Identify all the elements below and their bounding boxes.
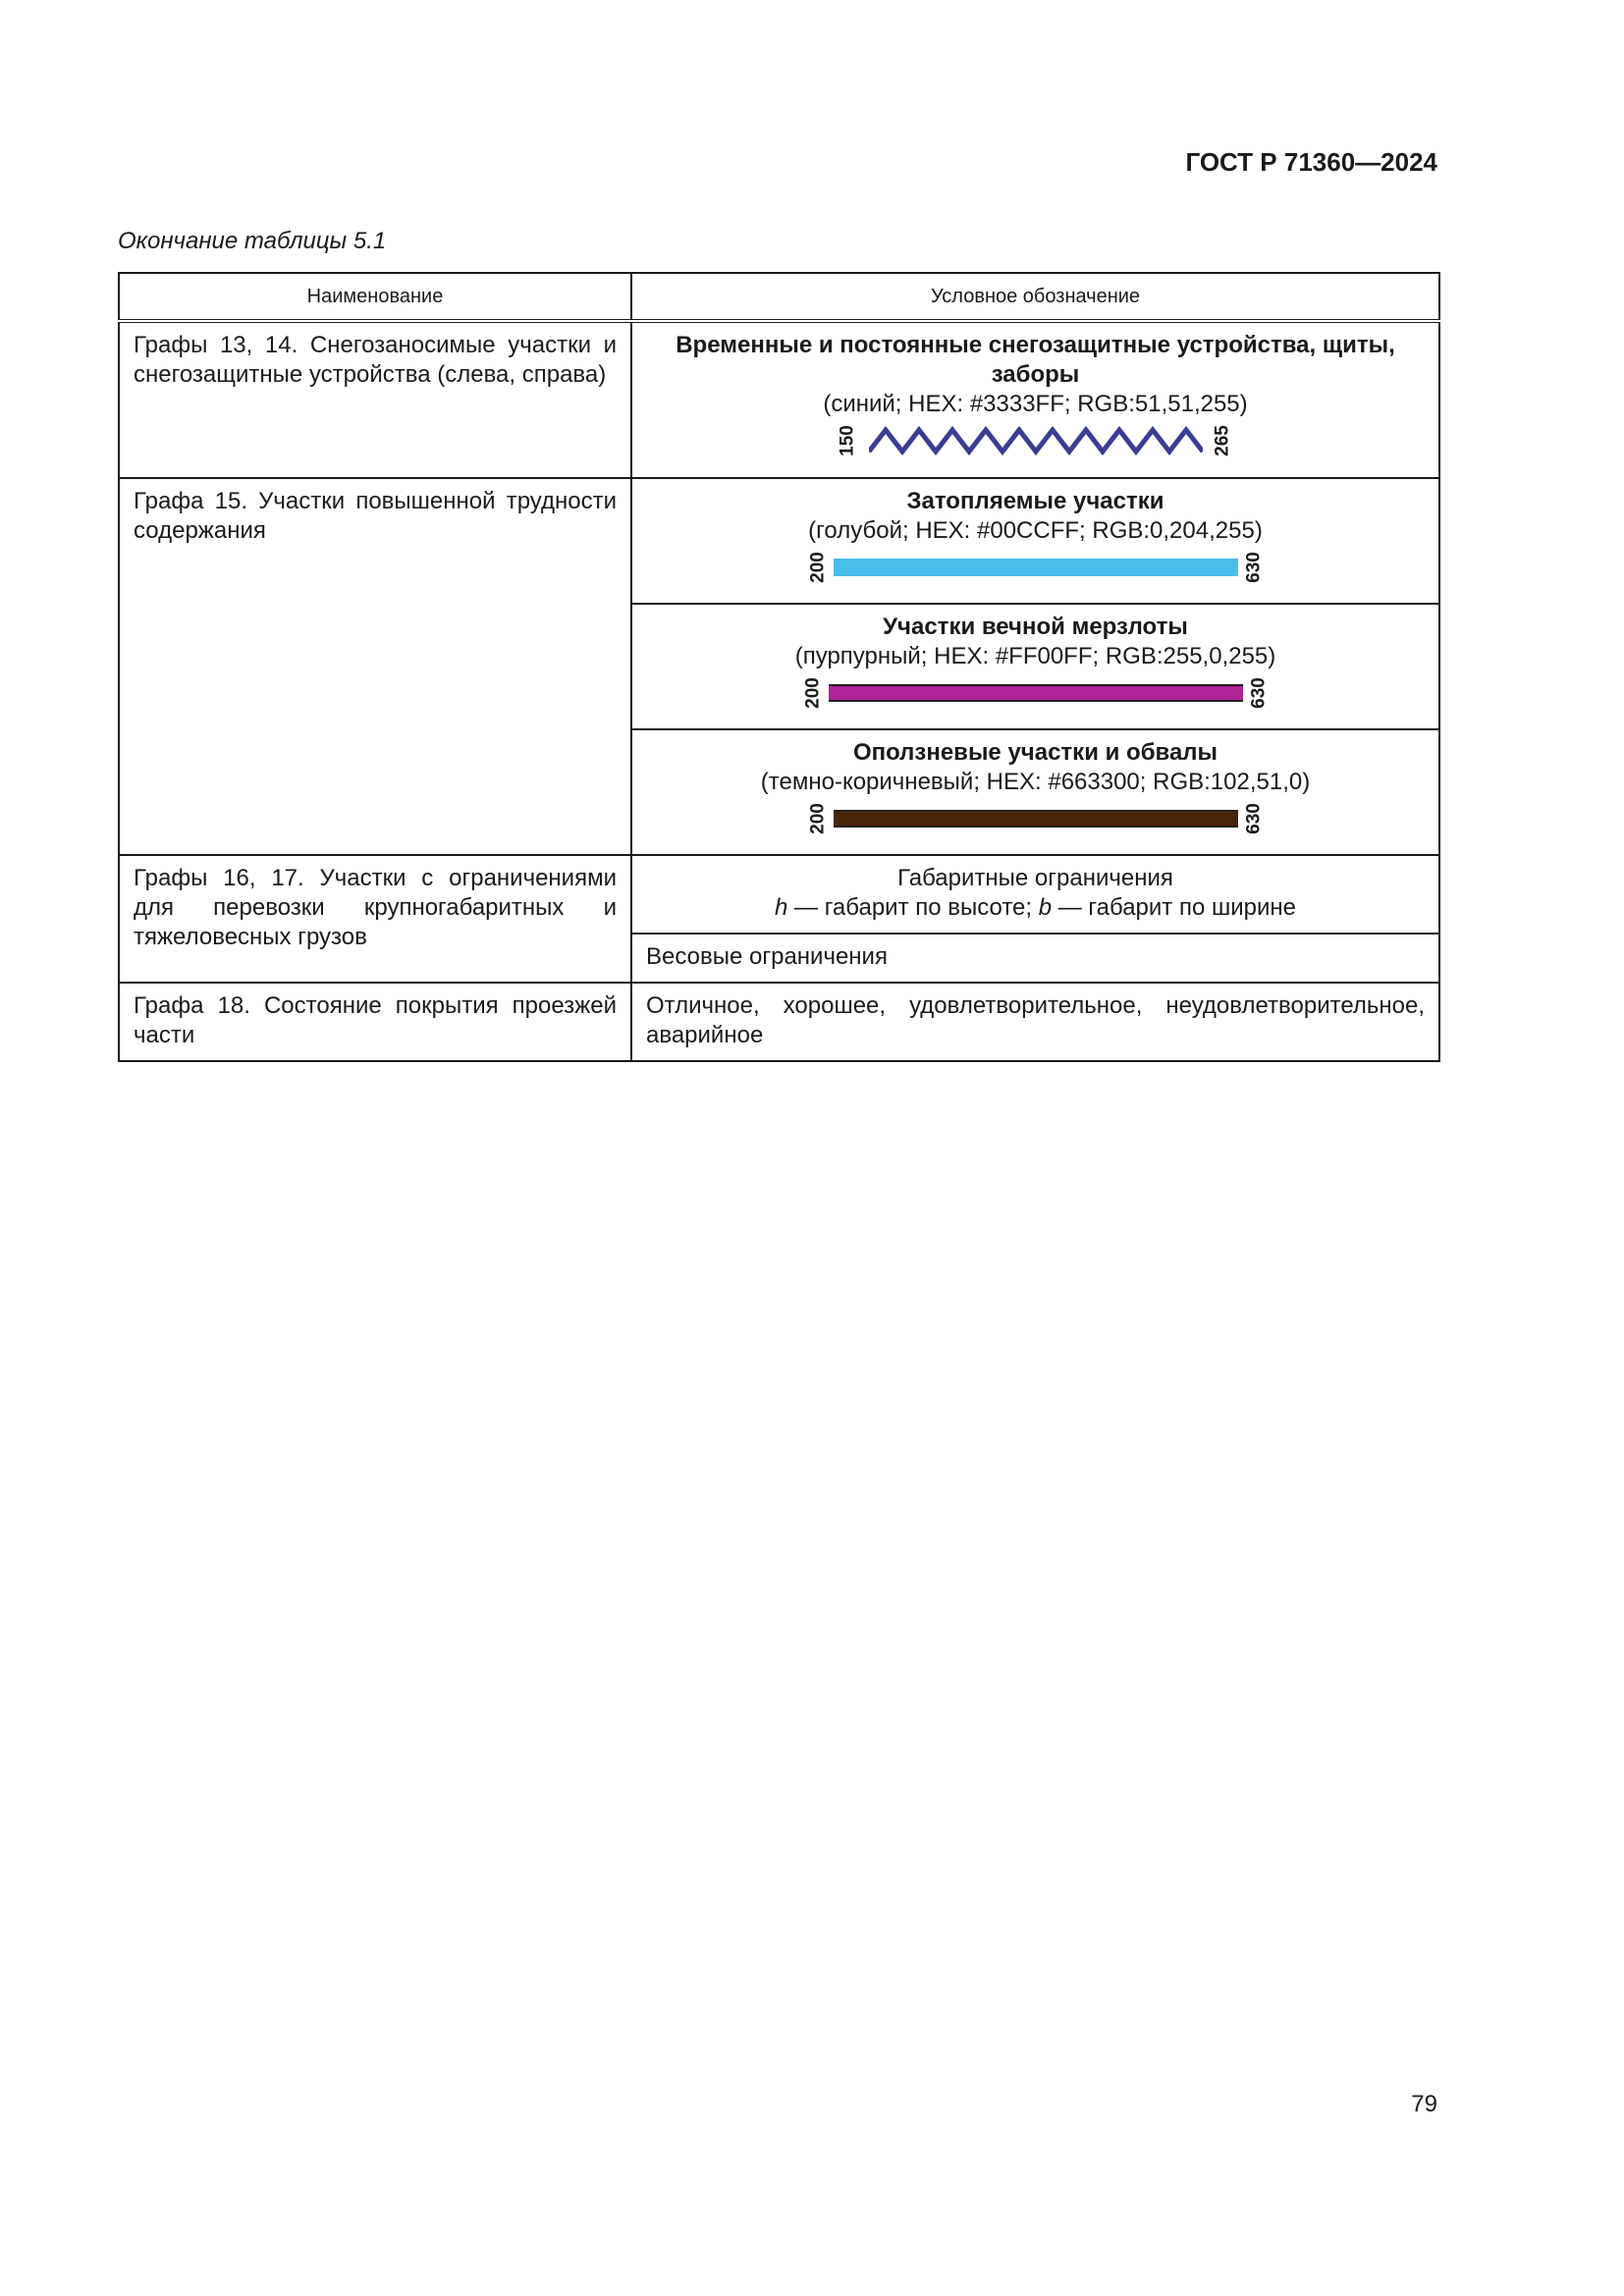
table-row [119,478,1439,604]
page-number: 79 [1411,2091,1437,2117]
sample-end-number: 630 [1243,803,1264,834]
sample-start-number: 200 [807,552,828,583]
permafrost-bar-symbol [829,684,1243,702]
table-caption: Окончание таблицы 5.1 [118,228,387,254]
sample-start-number: 200 [802,677,823,709]
document-code: ГОСТ Р 71360—2024 [1185,147,1437,177]
table-row [119,321,1439,478]
row-symbol-cell [631,478,1439,604]
symbol-color-spec: (пурпурный; HEX: #FF00FF; RGB:255,0,255) [794,643,1276,669]
row-symbol-cell [631,729,1439,855]
symbol-sample [800,799,1272,838]
sample-start-number: 200 [807,803,828,834]
symbol-title: Участки вечной мерзлоты [883,614,1188,640]
table-row [119,855,1439,934]
flooded-area-bar-symbol [834,559,1238,576]
width-description: — габарит по ширине [1052,894,1296,921]
dimension-limits-title: Габаритные ограничения [897,865,1173,891]
landslide-bar-symbol [834,810,1238,828]
height-description: — габарит по высоте; [787,894,1039,921]
symbol-color-spec: (темно-коричневый; HEX: #663300; RGB:102,51,0) [760,769,1311,795]
table-header-row [119,273,1439,321]
symbol-sample [830,421,1242,460]
table-row [119,983,1439,1061]
row-symbol-cell: Отличное, хорошее, удовлетворительное, неудовлетворительное, аварийное [631,983,1439,1061]
sample-start-number: 150 [837,425,857,456]
symbol-sample [795,673,1276,713]
zigzag-line-symbol [869,424,1203,457]
column-header-name: Наименование [119,273,631,321]
symbol-color-spec: (голубой; HEX: #00CCFF; RGB:0,204,255) [808,517,1263,544]
height-symbol: h [775,894,788,921]
row-name-cell: Графы 16, 17. Участки с ограничениями для перевозки крупногабаритных и тяжеловесных грузов [119,855,631,983]
symbol-title: Временные и постоянные снегозащитные устройства, щиты, заборы [676,332,1395,388]
symbol-sample [800,548,1272,587]
sample-end-number: 630 [1243,552,1264,583]
symbol-color-spec: (синий; HEX: #3333FF; RGB:51,51,255) [823,391,1248,417]
symbol-title: Оползневые участки и обвалы [852,739,1218,766]
row-name-cell: Графа 18. Состояние покрытия проезжей части [119,983,631,1061]
column-header-symbol: Условное обозначение [631,273,1439,321]
row-symbol-cell [631,321,1439,478]
dimension-limits-legend [646,893,1425,923]
sample-end-number: 265 [1212,425,1232,456]
row-symbol-cell: Весовые ограничения [631,934,1439,983]
row-symbol-cell [631,855,1439,934]
width-symbol: b [1038,894,1053,921]
symbol-title: Затопляемые участки [906,488,1164,514]
row-name-cell: Графы 13, 14. Снегозаносимые участки и снегозащитные устройства (слева, справа) [119,321,631,478]
sample-end-number: 630 [1248,677,1269,709]
row-name-cell: Графа 15. Участки повышенной трудности содержания [119,478,631,855]
row-symbol-cell [631,604,1439,729]
symbols-table [118,272,1440,1062]
